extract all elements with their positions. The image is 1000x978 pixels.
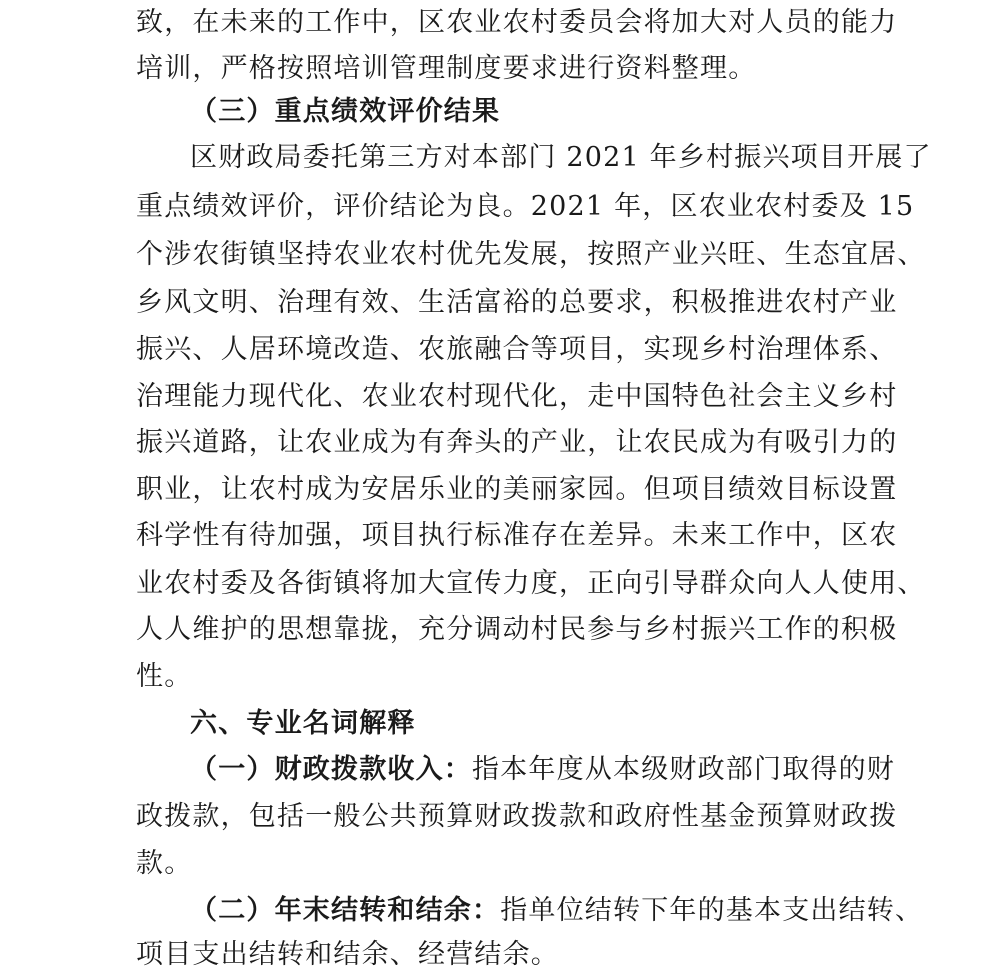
paragraph-line: 个涉农街镇坚持农业农村优先发展，按照产业兴旺、生态宜居、 — [136, 239, 926, 270]
paragraph-line: 项目支出结转和结余、经营结余。 — [136, 939, 559, 970]
term-title: （二）年末结转和结余： — [190, 895, 501, 926]
section-heading: 六、专业名词解释 — [190, 708, 416, 739]
term-line — [190, 888, 923, 934]
paragraph-line: 职业，让农村成为安居乐业的美丽家园。但项目绩效目标设置 — [136, 474, 898, 505]
paragraph-line: 致，在未来的工作中，区农业农村委员会将加大对人员的能力 — [136, 7, 898, 38]
paragraph-line: 乡风文明、治理有效、生活富裕的总要求，积极推进农村产业 — [136, 287, 898, 318]
paragraph-line: 区财政局委托第三方对本部门 2021 年乡村振兴项目开展了 — [190, 142, 932, 173]
term-definition: 指本年度从本级财政部门取得的财 — [472, 754, 895, 785]
paragraph-line: 振兴道路，让农业成为有奔头的产业，让农民成为有吸引力的 — [136, 427, 898, 458]
paragraph-line: 性。 — [136, 661, 193, 692]
term-line — [190, 747, 895, 793]
paragraph-line: 人人维护的思想靠拢，充分调动村民参与乡村振兴工作的积极 — [136, 614, 898, 645]
term-title: （一）财政拨款收入： — [190, 754, 472, 785]
section-heading: （三）重点绩效评价结果 — [190, 96, 501, 127]
paragraph-line: 业农村委及各街镇将加大宣传力度，正向引导群众向人人使用、 — [136, 568, 926, 599]
paragraph-line: 科学性有待加强，项目执行标准存在差异。未来工作中，区农 — [136, 520, 898, 551]
paragraph-line: 款。 — [136, 848, 193, 879]
term-definition: 指单位结转下年的基本支出结转、 — [500, 895, 924, 926]
paragraph-line: 政拨款，包括一般公共预算财政拨款和政府性基金预算财政拨 — [136, 801, 898, 832]
paragraph-line: 治理能力现代化、农业农村现代化，走中国特色社会主义乡村 — [136, 381, 898, 412]
paragraph-line: 培训，严格按照培训管理制度要求进行资料整理。 — [136, 53, 757, 84]
paragraph-line: 重点绩效评价，评价结论为良。2021 年，区农业农村委及 15 — [136, 191, 915, 222]
paragraph-line: 振兴、人居环境改造、农旅融合等项目，实现乡村治理体系、 — [136, 334, 898, 365]
